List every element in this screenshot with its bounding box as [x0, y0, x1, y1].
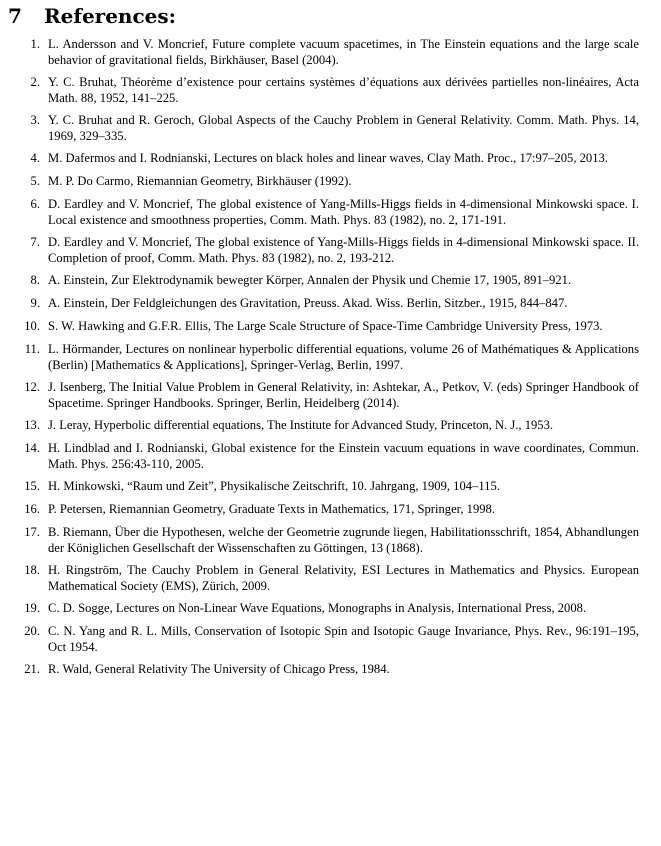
- reference-item: [0, 150, 661, 167]
- reference-number: 12.: [24, 380, 40, 394]
- reference-text: J. Isenberg, The Initial Value Problem in General Relativity, in: Ashtekar, A., Petkov, V. (eds) Springer Handbook of Spacetime. Springer Handbooks. Springer, Berlin, Heidelberg (2014).: [48, 380, 639, 410]
- reference-text: L. Hörmander, Lectures on nonlinear hyperbolic differential equations, volume 26 of Mathématiques & Applications (Berlin) [Mathematics & Applications], Springer-Verlag, Berlin, 1997.: [48, 342, 639, 372]
- reference-item: [0, 341, 661, 373]
- reference-text: C. N. Yang and R. L. Mills, Conservation of Isotopic Spin and Isotopic Gauge Invariance, Phys. Rev., 96:191–195, Oct 1954.: [48, 624, 639, 654]
- reference-number: 5.: [30, 174, 40, 188]
- reference-number: 10.: [24, 319, 40, 333]
- reference-number: 14.: [24, 441, 40, 455]
- reference-item: [0, 318, 661, 335]
- reference-item: [0, 379, 661, 411]
- reference-item: [0, 74, 661, 106]
- reference-text: M. Dafermos and I. Rodnianski, Lectures on black holes and linear waves, Clay Math. Proc., 17:97–205, 2013.: [48, 151, 608, 165]
- section-title: References:: [44, 4, 177, 28]
- reference-item: [0, 272, 661, 289]
- reference-number: 18.: [24, 563, 40, 577]
- reference-text: Y. C. Bruhat and R. Geroch, Global Aspects of the Cauchy Problem in General Relativity. Comm. Math. Phys. 14, 1969, 329–335.: [48, 113, 639, 143]
- reference-item: [0, 173, 661, 190]
- reference-item: [0, 112, 661, 144]
- reference-number: 20.: [24, 624, 40, 638]
- reference-number: 7.: [30, 235, 40, 249]
- reference-item: [0, 501, 661, 518]
- reference-text: S. W. Hawking and G.F.R. Ellis, The Large Scale Structure of Space-Time Cambridge University Press, 1973.: [48, 319, 603, 333]
- reference-text: H. Ringström, The Cauchy Problem in General Relativity, ESI Lectures in Mathematics and Physics. European Mathematical Society (EMS), Zürich, 2009.: [48, 563, 639, 593]
- reference-item: [0, 623, 661, 655]
- section-heading: [8, 3, 176, 29]
- reference-text: A. Einstein, Der Feldgleichungen des Gravitation, Preuss. Akad. Wiss. Berlin, Sitzber., 1915, 844–847.: [48, 296, 568, 310]
- reference-text: C. D. Sogge, Lectures on Non-Linear Wave Equations, Monographs in Analysis, International Press, 2008.: [48, 601, 587, 615]
- reference-item: [0, 234, 661, 266]
- reference-text: B. Riemann, Über die Hypothesen, welche der Geometrie zugrunde liegen, Habilitationsschrift, 1854, Abhandlungen der Königlichen Gesellschaft der Wissenschaften zu Göttingen, 13 (1868).: [48, 525, 639, 555]
- reference-text: Y. C. Bruhat, Théorème d’existence pour certains systèmes d’équations aux dérivées partielles non-linéaires, Acta Math. 88, 1952, 141–225.: [48, 75, 639, 105]
- reference-text: H. Minkowski, “Raum und Zeit”, Physikalische Zeitschrift, 10. Jahrgang, 1909, 104–115.: [48, 479, 500, 493]
- reference-item: [0, 562, 661, 594]
- reference-item: [0, 478, 661, 495]
- reference-number: 3.: [30, 113, 40, 127]
- reference-text: M. P. Do Carmo, Riemannian Geometry, Birkhäuser (1992).: [48, 174, 352, 188]
- reference-item: [0, 524, 661, 556]
- reference-text: L. Andersson and V. Moncrief, Future complete vacuum spacetimes, in The Einstein equations and the large scale behavior of gravitational fields, Birkhäuser, Basel (2004).: [48, 37, 639, 67]
- reference-text: J. Leray, Hyperbolic differential equations, The Institute for Advanced Study, Princeton, N. J., 1953.: [48, 418, 554, 432]
- reference-number: 17.: [24, 525, 40, 539]
- reference-text: D. Eardley and V. Moncrief, The global existence of Yang-Mills-Higgs fields in 4-dimensional Minkowski space. I. Local existence and smoothness properties, Comm. Math. Phys. 83 (1982), no. 2, 171-191.: [48, 197, 639, 227]
- reference-text: P. Petersen, Riemannian Geometry, Graduate Texts in Mathematics, 171, Springer, 1998.: [48, 502, 495, 516]
- reference-number: 21.: [24, 662, 40, 676]
- reference-item: [0, 36, 661, 68]
- reference-text: H. Lindblad and I. Rodnianski, Global existence for the Einstein vacuum equations in wave coordinates, Commun. Math. Phys. 256:43-110, 2005.: [48, 441, 639, 471]
- reference-item: [0, 417, 661, 434]
- reference-number: 6.: [30, 197, 40, 211]
- reference-number: 1.: [30, 37, 40, 51]
- reference-item: [0, 600, 661, 617]
- reference-number: 2.: [30, 75, 40, 89]
- reference-list: [0, 36, 661, 684]
- reference-number: 16.: [24, 502, 40, 516]
- reference-number: 15.: [24, 479, 40, 493]
- reference-text: A. Einstein, Zur Elektrodynamik bewegter Körper, Annalen der Physik und Chemie 17, 1905, 891–921.: [48, 273, 572, 287]
- reference-text: D. Eardley and V. Moncrief, The global existence of Yang-Mills-Higgs fields in 4-dimensional Minkowski space. II. Completion of proof, Comm. Math. Phys. 83 (1982), no. 2, 193-212.: [48, 235, 639, 265]
- section-number: 7: [8, 4, 22, 28]
- reference-item: [0, 440, 661, 472]
- reference-item: [0, 196, 661, 228]
- reference-number: 4.: [30, 151, 40, 165]
- reference-number: 19.: [24, 601, 40, 615]
- reference-text: R. Wald, General Relativity The University of Chicago Press, 1984.: [48, 662, 390, 676]
- reference-number: 11.: [24, 342, 40, 356]
- reference-item: [0, 661, 661, 678]
- reference-number: 9.: [30, 296, 40, 310]
- reference-number: 13.: [24, 418, 40, 432]
- reference-item: [0, 295, 661, 312]
- reference-number: 8.: [30, 273, 40, 287]
